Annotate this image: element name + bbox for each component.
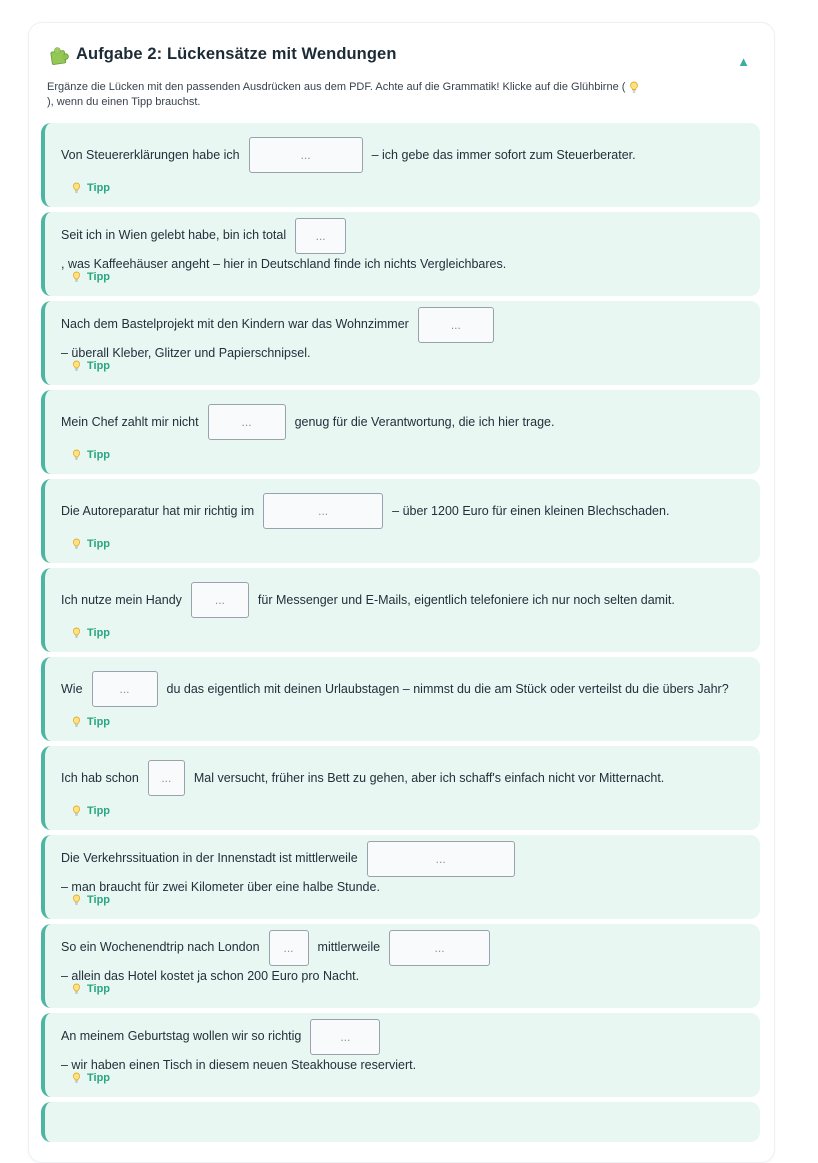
lightbulb-icon	[71, 449, 82, 462]
exercise-item	[41, 924, 760, 1008]
sentence-text: So ein Wochenendtrip nach London	[61, 940, 260, 955]
sentence	[61, 307, 744, 360]
exercise-item	[41, 301, 760, 385]
instructions	[47, 80, 754, 111]
sentence-text: An meinem Geburtstag wollen wir so richtig	[61, 1029, 302, 1044]
sentence-text: – allein das Hotel kostet ja schon 200 Euro pro Nacht.	[61, 968, 360, 983]
sentence	[61, 841, 744, 894]
collapse-button[interactable]	[733, 53, 754, 70]
tip-button[interactable]	[71, 894, 110, 907]
exercise-item	[41, 479, 760, 563]
sentence-text: – über 1200 Euro für einen kleinen Blechschaden.	[392, 503, 670, 518]
page-title: Aufgabe 2: Lückensätze mit Wendungen	[76, 45, 397, 63]
blank-input[interactable]	[418, 307, 494, 343]
sentence-text: – ich gebe das immer sofort zum Steuerberater.	[371, 147, 636, 162]
exercise-item	[41, 212, 760, 296]
tip-button[interactable]	[71, 983, 110, 996]
tip-button[interactable]	[71, 627, 110, 640]
sentence-text: , was Kaffeehäuser angeht – hier in Deutschland finde ich nichts Vergleichbares.	[61, 256, 507, 271]
tip-label: Tipp	[87, 894, 111, 907]
sentence-text: für Messenger und E-Mails, eigentlich telefoniere ich nur noch selten damit.	[257, 592, 675, 607]
sentence	[61, 930, 744, 983]
header	[41, 37, 760, 70]
lightbulb-icon	[71, 627, 82, 640]
exercise-item	[41, 568, 760, 652]
lightbulb-icon	[71, 716, 82, 729]
sentence-text: mittlerweile	[317, 940, 381, 955]
sentence-text: Seit ich in Wien gelebt habe, bin ich total	[61, 228, 287, 243]
sentence	[61, 752, 744, 805]
tip-label: Tipp	[87, 360, 111, 373]
exercise-item	[41, 1013, 760, 1097]
sentence-text: Ich nutze mein Handy	[61, 592, 182, 607]
blank-input[interactable]	[310, 1019, 380, 1055]
lightbulb-icon	[71, 1072, 82, 1085]
triangle-up-icon: ▲	[737, 54, 750, 69]
puzzle-icon	[47, 44, 68, 65]
sentence-text: Die Autoreparatur hat mir richtig im	[61, 503, 255, 518]
exercise-item-partial	[41, 1102, 760, 1142]
lightbulb-icon	[71, 805, 82, 818]
tip-button[interactable]	[71, 805, 110, 818]
sentence	[61, 574, 744, 627]
sentence-text: Nach dem Bastelprojekt mit den Kindern war das Wohnzimmer	[61, 317, 409, 332]
exercise-item	[41, 123, 760, 207]
tip-button[interactable]	[71, 1072, 110, 1085]
tip-label: Tipp	[87, 983, 111, 996]
blank-input[interactable]	[208, 404, 286, 440]
lightbulb-icon	[71, 538, 82, 551]
tip-label: Tipp	[87, 716, 111, 729]
tip-label: Tipp	[87, 271, 111, 284]
sentence-text: Von Steuererklärungen habe ich	[61, 147, 240, 162]
lightbulb-icon	[71, 271, 82, 284]
blank-input[interactable]	[249, 137, 363, 173]
sentence-text: Mein Chef zahlt mir nicht	[61, 414, 199, 429]
lightbulb-icon	[71, 182, 82, 195]
sentence-text: Ich hab schon	[61, 770, 139, 785]
sentence-text: – man braucht für zwei Kilometer über eine halbe Stunde.	[61, 879, 380, 894]
sentence-text: Wie	[61, 681, 83, 696]
tip-button[interactable]	[71, 271, 110, 284]
blank-input[interactable]	[389, 930, 490, 966]
tip-label: Tipp	[87, 538, 111, 551]
lightbulb-icon	[71, 894, 82, 907]
sentence	[61, 1019, 744, 1072]
sentence	[61, 485, 744, 538]
tip-button[interactable]	[71, 360, 110, 373]
tip-label: Tipp	[87, 182, 111, 195]
instructions-text-before: Ergänze die Lücken mit den passenden Ausdrücken aus dem PDF. Achte auf die Grammatik! Klicke auf die Glühbirne (	[47, 81, 626, 93]
lightbulb-icon	[71, 360, 82, 373]
tip-label: Tipp	[87, 449, 111, 462]
sentence-text: Mal versucht, früher ins Bett zu gehen, aber ich schaff's einfach nicht vor Mitternacht.	[193, 770, 665, 785]
tip-label: Tipp	[87, 805, 111, 818]
tip-label: Tipp	[87, 1072, 111, 1085]
sentence	[61, 396, 744, 449]
instructions-text-after: ), wenn du einen Tipp brauchst.	[47, 96, 201, 109]
blank-input[interactable]	[295, 218, 346, 254]
blank-input[interactable]	[367, 841, 515, 877]
blank-input[interactable]	[191, 582, 249, 618]
blank-input[interactable]	[92, 671, 158, 707]
exercise-item	[41, 390, 760, 474]
tip-button[interactable]	[71, 538, 110, 551]
sentence-text: – überall Kleber, Glitzer und Papierschnipsel.	[61, 345, 311, 360]
exercise-list	[41, 123, 760, 1142]
exercise-item	[41, 746, 760, 830]
sentence	[61, 218, 744, 271]
sentence-text: genug für die Verantwortung, die ich hier trage.	[294, 414, 555, 429]
blank-input[interactable]	[263, 493, 383, 529]
sentence-text: du das eigentlich mit deinen Urlaubstagen – nimmst du die am Stück oder verteilst du die übers Jahr?	[166, 681, 729, 696]
blank-input[interactable]	[269, 930, 309, 966]
blank-input[interactable]	[148, 760, 185, 796]
exercise-item	[41, 835, 760, 919]
sentence-text: – wir haben einen Tisch in diesem neuen Steakhouse reserviert.	[61, 1057, 417, 1072]
tip-button[interactable]	[71, 449, 110, 462]
tip-button[interactable]	[71, 716, 110, 729]
lightbulb-icon	[628, 81, 640, 95]
exercise-panel	[28, 22, 775, 1163]
sentence	[61, 129, 744, 182]
lightbulb-icon	[71, 983, 82, 996]
sentence	[61, 663, 744, 716]
tip-button[interactable]	[71, 182, 110, 195]
exercise-item	[41, 657, 760, 741]
sentence-text: Die Verkehrssituation in der Innenstadt ist mittlerweile	[61, 851, 358, 866]
tip-label: Tipp	[87, 627, 111, 640]
